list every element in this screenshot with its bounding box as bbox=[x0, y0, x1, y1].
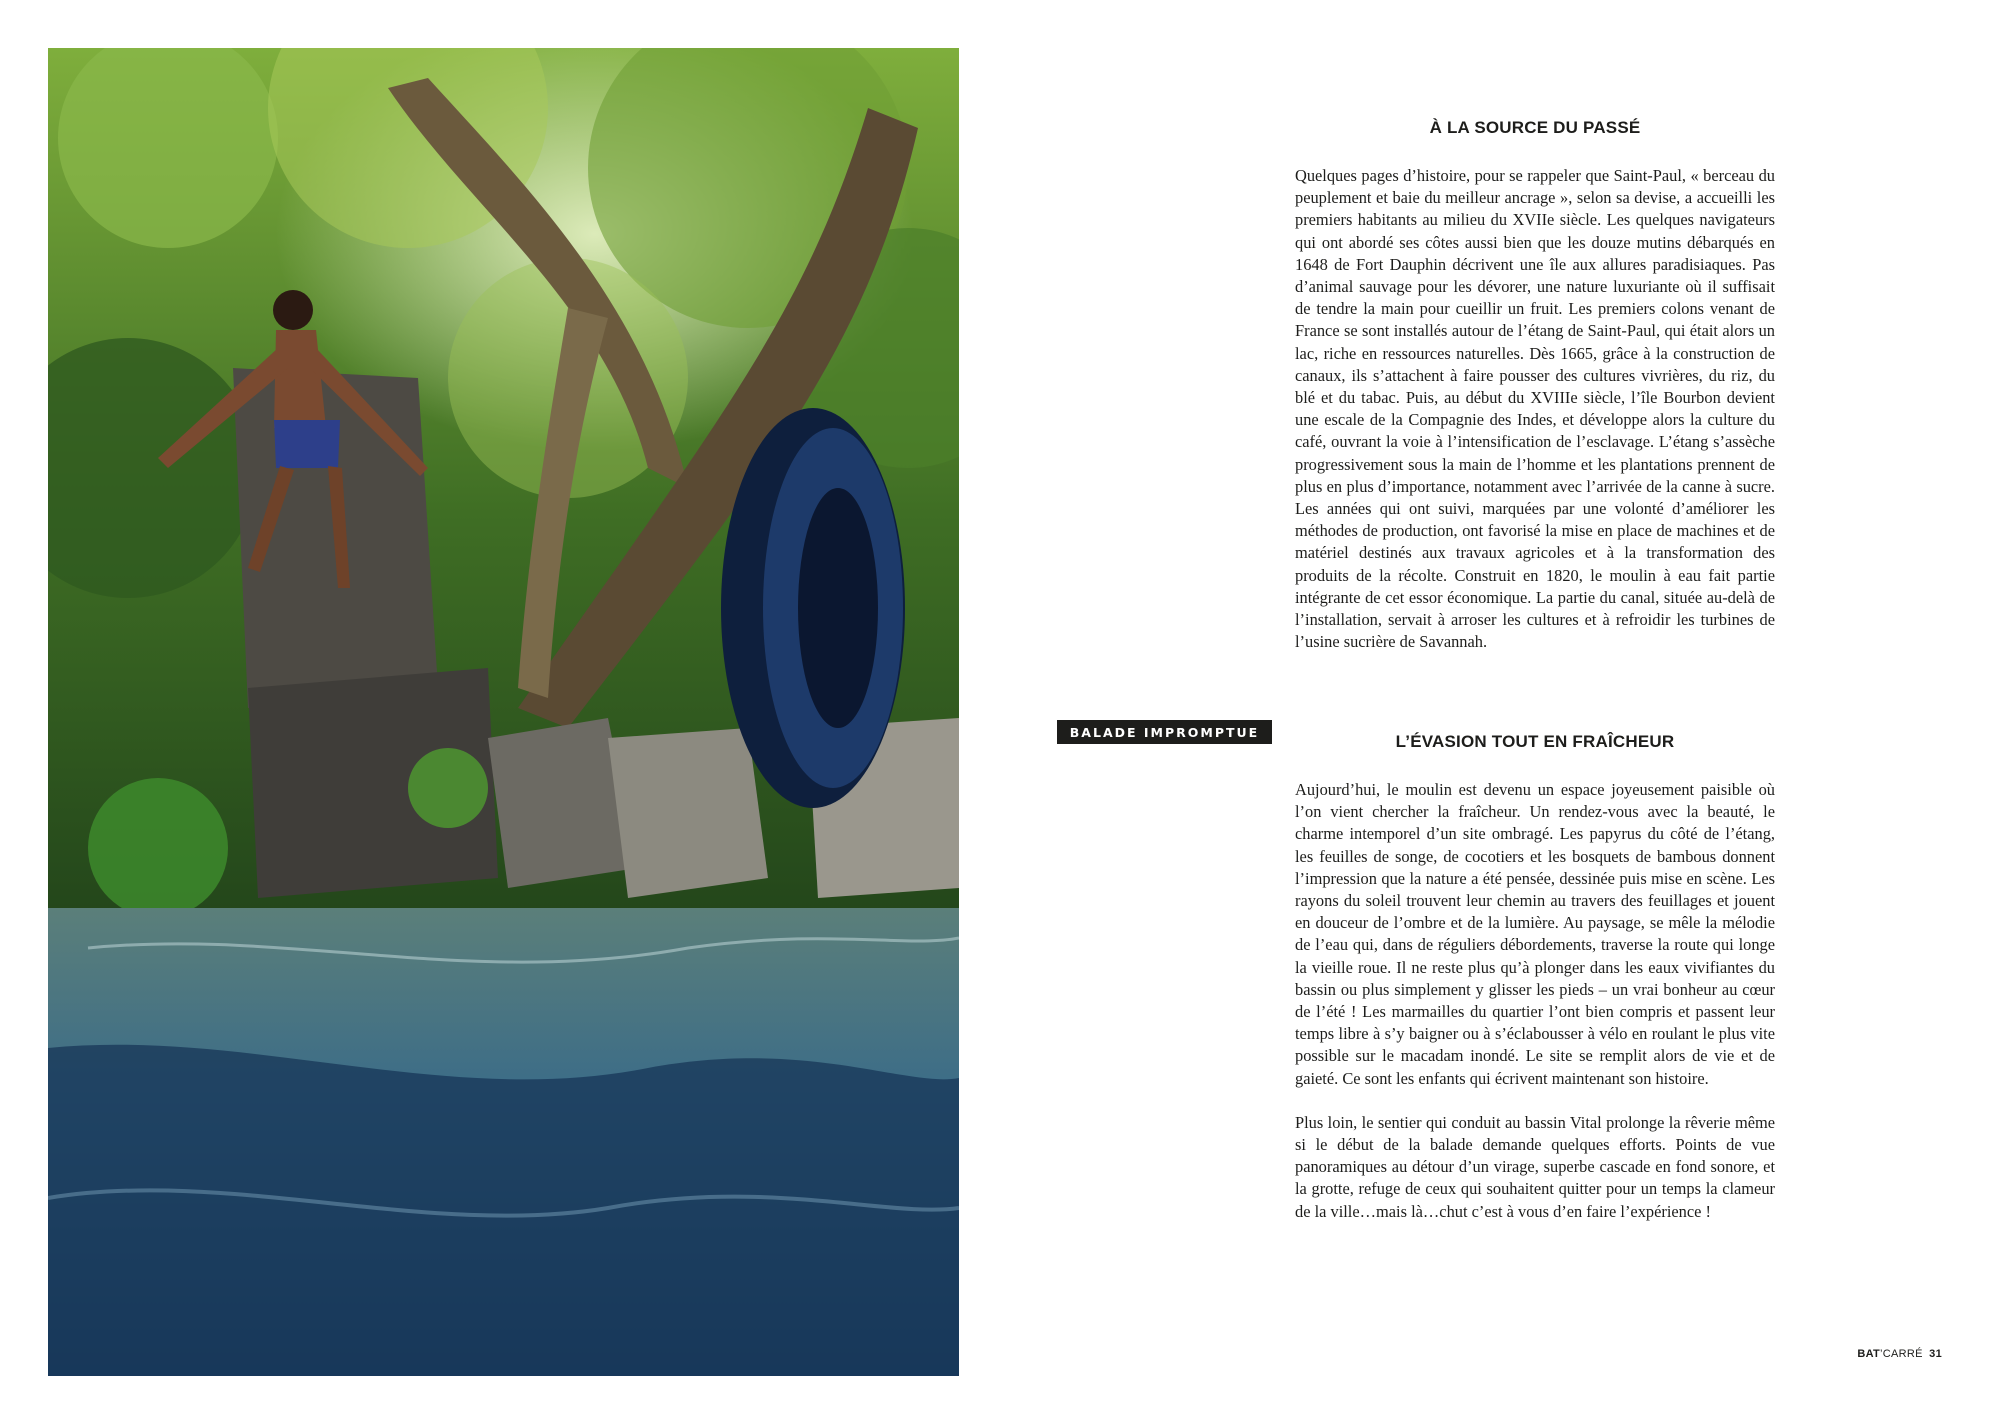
section-history-paragraph: Quelques pages d’histoire, pour se rappeler que Saint-Paul, « berceau du peuplement et baie du meilleur ancrage », selon sa devise, a accueilli les premiers habitants au milieu du XVIIe siècle. Les quelques navigateurs qui ont abordé ses côtes aussi bien que les douze mutins débarqués en 1648 de Fort Dauphin décrivent une île aux allures paradisiaques. Pas d’animal sauvage pour les dévorer, une nature luxuriante où il suffisait de tendre la main pour cueillir un fruit. Les premiers colons venant de France se sont installés autour de l’étang de Saint-Paul, qui était alors un lac, riche en ressources naturelles. Dès 1665, grâce à la construction de canaux, ils s’attachent à faire pousser des cultures vivrières, du riz, du blé et du tabac. Puis, au début du XVIIIe siècle, l’île Bourbon devient une escale de la Compagnie des Indes, et développe alors la culture du café, ouvrant la voie à l’intensification de l’esclavage. L’étang s’assèche progressivement sous la main de l’homme et les plantations prennent de plus en plus d’importance, notamment avec l’arrivée de la canne à sucre. Les années qui ont suivi, marquées par une volonté d’améliorer les méthodes de production, ont favorisé la mise en place de machines et de matériel destinés aux travaux agricoles et à la transformation des produits de la récolte. Construit en 1820, le moulin à eau fait partie intégrante de cet essor économique. La partie du canal, située au-delà de l’installation, servait à arroser les cultures et à refroidir les turbines de l’usine sucrière de Savannah. bbox=[1295, 166, 1775, 652]
section-tag: BALADE IMPROMPTUE bbox=[1057, 720, 1272, 744]
section-evasion bbox=[1295, 732, 1775, 1223]
magazine-brand-rest: ’CARRÉ bbox=[1880, 1348, 1923, 1360]
photo-boy-jumping-water-mill bbox=[48, 48, 959, 1376]
page-footer bbox=[1857, 1348, 1942, 1360]
section-history bbox=[1295, 118, 1775, 653]
section-evasion-paragraph-1: Aujourd’hui, le moulin est devenu un espace joyeusement paisible où l’on vient chercher la fraîcheur. Un rendez-vous avec la beauté, le charme intemporel d’un site ombragé. Les papyrus du côté de l’étang, les feuilles de songe, de cocotiers et les bosquets de bambous donnent l’impression que la nature a été pensée, dessinée puis mise en scène. Les rayons du soleil trouvent leur chemin au travers des feuillages et jouent en douceur de l’ombre et de la lumière. Au paysage, se mêle la mélodie de l’eau qui, dans de réguliers débordements, traverse la route qui longe la vieille roue. Il ne reste plus qu’à plonger dans les eaux vivifiantes du bassin ou plus simplement y glisser les pieds – un vrai bonheur au cœur de l’été ! Les marmailles du quartier l’ont bien compris et passent leur temps libre à s’y baigner ou à s’éclabousser à vélo en roulant le plus vite possible sur le macadam inondé. Le site se remplit alors de vie et de gaieté. Ce sont les enfants qui écrivent maintenant son histoire. bbox=[1295, 780, 1775, 1088]
photo-illustration bbox=[48, 48, 959, 1376]
section-evasion-title: L’ÉVASION TOUT EN FRAÎCHEUR bbox=[1395, 732, 1675, 751]
section-history-title: À LA SOURCE DU PASSÉ bbox=[1429, 118, 1641, 137]
section-evasion-paragraph-2: Plus loin, le sentier qui conduit au bassin Vital prolonge la rêverie même si le début de la balade demande quelques efforts. Points de vue panoramiques au détour d’un virage, superbe cascade en fond sonore, et la grotte, refuge de ceux qui souhaitent quitter pour un temps la clameur de la ville…mais là…chut c’est à vous d’en faire l’expérience ! bbox=[1295, 1112, 1775, 1221]
magazine-brand: BAT bbox=[1857, 1348, 1881, 1360]
page-number: 31 bbox=[1929, 1348, 1942, 1360]
